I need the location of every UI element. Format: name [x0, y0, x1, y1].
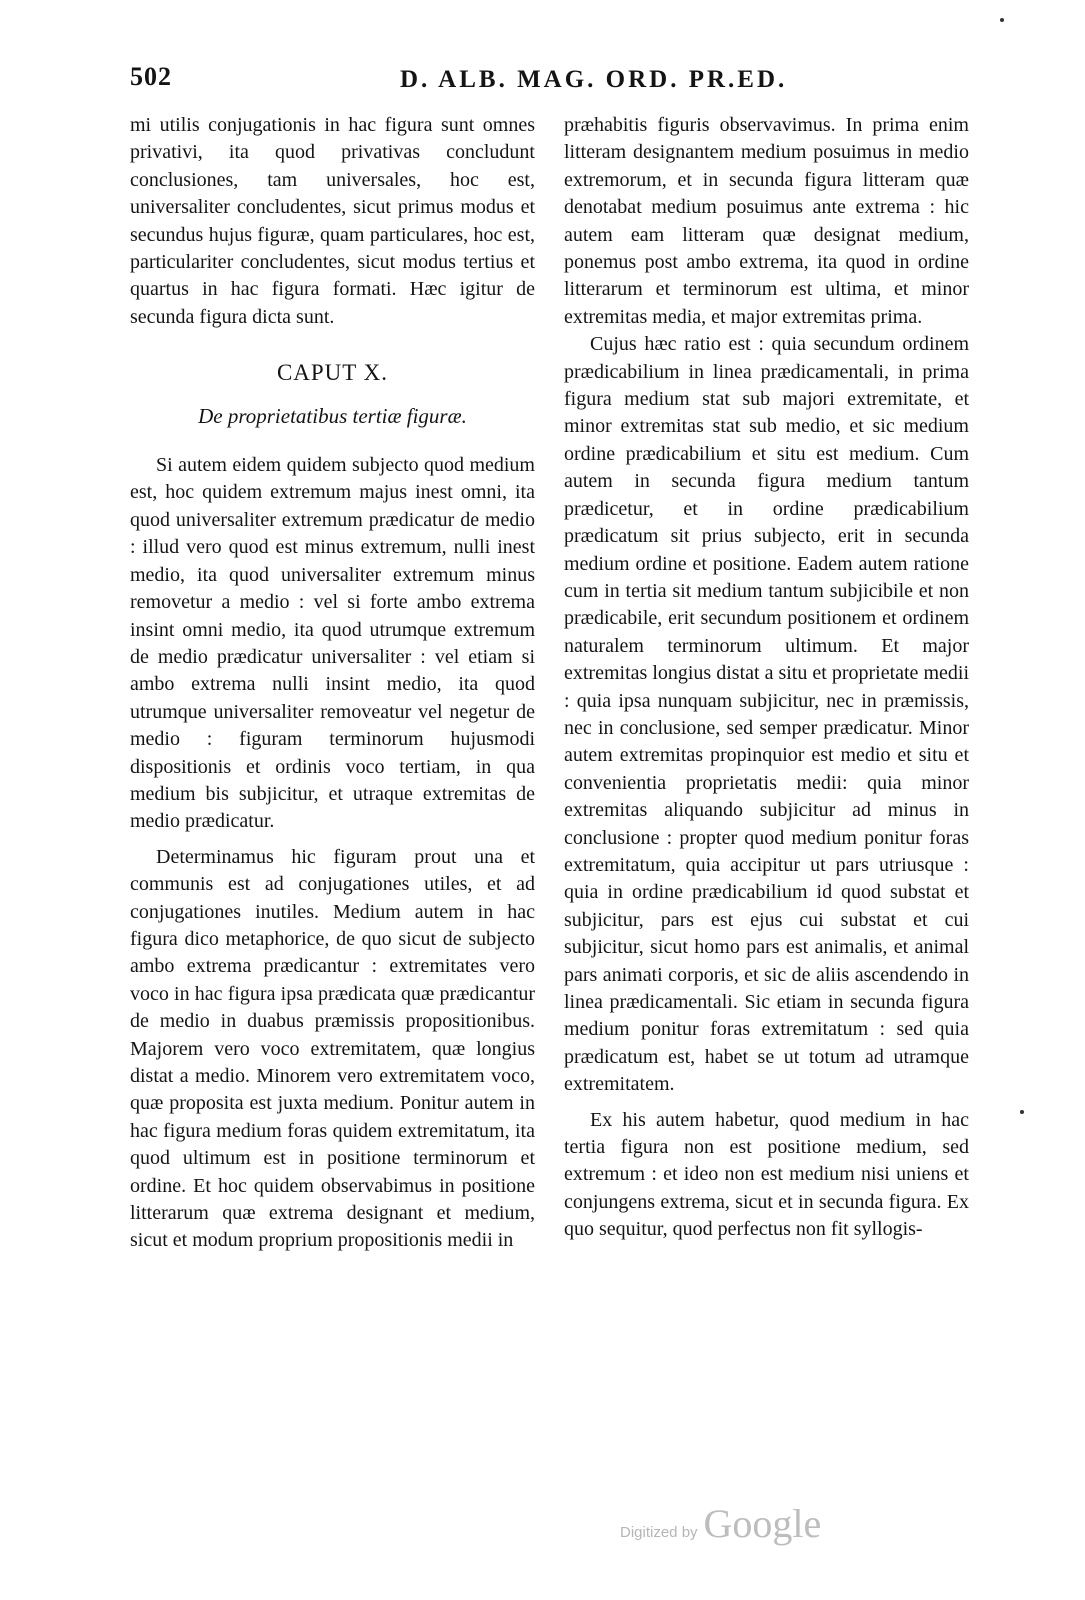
scan-speck	[1020, 1110, 1024, 1114]
paragraph-continuation: mi utilis conjugationis in hac figura sunt omnes privativi, ita quod privativas concludunt conclusiones, tam universales, hoc est, universaliter concludentes, sicut primus modus et secundus hujus figuræ, quam particulares, hoc est, particulariter concludentes, sicut modus tertius et quartus in hac figura formati. Hæc igitur de secunda figura dicta sunt.	[130, 114, 535, 328]
digitized-watermark	[620, 1500, 821, 1547]
page-number: 502	[130, 62, 172, 91]
running-title: D. ALB. MAG. ORD. PR.ED.	[400, 66, 788, 93]
google-logo: Google	[703, 1501, 822, 1546]
paragraph: Ex his autem habetur, quod medium in hac tertia figura non est positione medium, sed extremum : et ideo non est medium nisi uniens et conjungens extrema, sicut et in secunda figura. Ex quo sequitur, quod perfectus non fit syllogis-	[564, 1108, 969, 1241]
left-column	[130, 112, 535, 1255]
right-column	[564, 112, 969, 1244]
chapter-title: CAPUT X.	[276, 360, 389, 386]
paragraph-continuation: præhabitis figuris observavimus. In prima enim litteram designantem medium posuimus in medio extremorum, et in secunda figura litteram quæ denotabat medium posuimus ante extrema : hic autem eam litteram quæ designat medium, ponemus post ambo extrema, ita quod in ordine litterarum et terminorum est ultima, et minor extremitas media, et major extremitas prima.	[564, 114, 969, 328]
paragraph: Cujus hæc ratio est : quia secundum ordinem prædicabilium in linea prædicamentali, in prima figura medium stat sub majori extremitate, et minor extremitas stat sub medio, et sic medium ordine prædicabilium et situ est medium. Cum autem in secunda figura medium tantum prædicetur, et in ordine prædicabilium prædicatum sit prius subjecto, erit in secunda medium ordine et positione. Eadem autem ratione cum in tertia sit medium tantum subjicibile et non prædicabile, erit secundum positionem et ordinem naturalem terminorum ultimum. Et major extremitas longius distat a situ et proprietate medii : quia ipsa nunquam subjicitur, nec in præmissis, nec in conclusione, sed semper prædicatur. Minor autem extremitas propinquior est medio et situ et convenientia proprietatis medii: quia minor extremitas aliquando subjicitur ad minus in conclusione : propter quod medium ponitur foras extremitatum, quia accipitur ut pars utriusque : quia in ordine prædicabilium id quod substat et subjicitur, pars est ejus cui substat et cui subjicitur, sicut homo pars est animalis, et animal pars animati corporis, et sic de aliis ascendendo in linea prædicamentali. Sic etiam in secunda figura medium ponitur foras extremitatum : sed quia prædicatum est, habet se ut totum ad utramque extremitatem.	[564, 333, 969, 1096]
scan-speck	[1000, 18, 1004, 22]
chapter-subtitle: De proprietatibus tertiæ figuræ.	[198, 403, 467, 428]
paragraph: Si autem eidem quidem subjecto quod medium est, hoc quidem extremum majus inest omni, ita quod universaliter extremum prædicatur de medio : illud vero quod est minus extremum, nulli inest medio, ita quod universaliter extremum minus removetur a medio : vel si forte ambo extrema insint omni medio, ita quod utrumque extremum de medio prædicatur universaliter : vel etiam si ambo extrema nulli insint medio, ita quod utrumque universaliter removeatur vel negetur de medio : figuram terminorum hujusmodi dispositionis et ordinis voco tertiam, in qua medium bis subjicitur, et utraque extremitas de medio prædicatur.	[130, 454, 535, 833]
watermark-text: Digitized by	[620, 1524, 698, 1541]
paragraph: Determinamus hic figuram prout una et communis est ad conjugationes utiles, et ad conjugationes inutiles. Medium autem in hac figura dico metaphorice, de quo sicut de subjecto ambo extrema prædicantur : extremitates vero voco in hac figura ipsa prædicata quæ prædicantur de medio in duabus præmissis propositionibus. Majorem vero voco extremitatem, quæ longius distat a medio. Minorem vero extremitatem voco, quæ proposita est juxta medium. Ponitur autem in hac figura medium foras quidem extremitatum, ita quod ultimum est in positione terminorum et ordine. Et hoc quidem observabimus in positione litterarum quæ extrema designant et medium, sicut et modum proprium propositionis medii in	[130, 845, 535, 1252]
